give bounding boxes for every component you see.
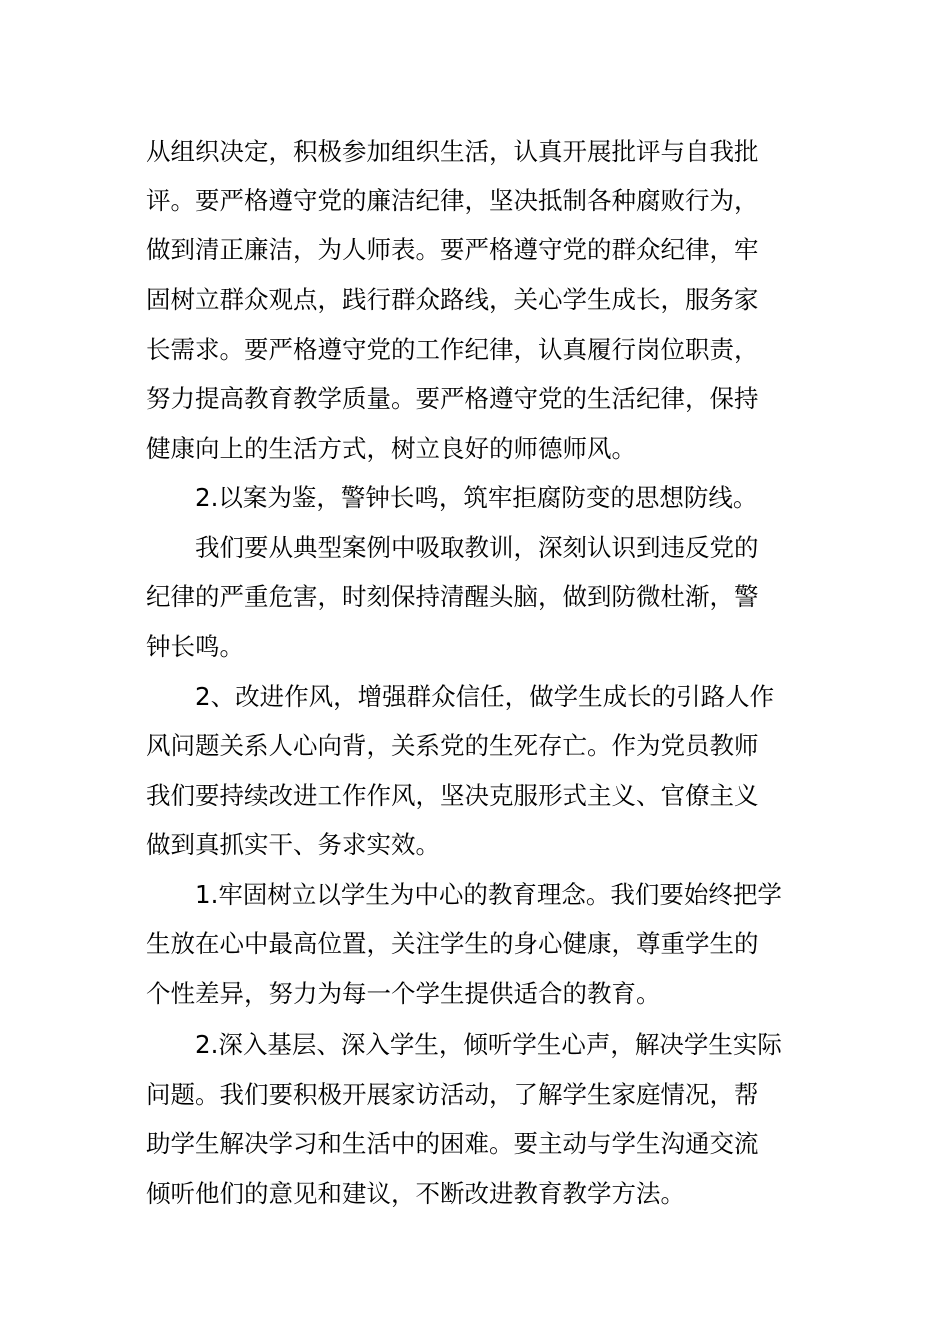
- text-line: 1.牢固树立以学生为中心的教育理念。我们要始终把学: [195, 880, 782, 909]
- text-line: 评。要严格遵守党的廉洁纪律，坚决抵制各种腐败行为，: [146, 186, 759, 215]
- text-line: 问题。我们要积极开展家访活动，了解学生家庭情况，帮: [146, 1080, 759, 1109]
- section-heading: 2、改进作风，增强群众信任，做学生成长的引路人作: [195, 682, 775, 711]
- text-line: 努力提高教育教学质量。要严格遵守党的生活纪律，保持: [146, 384, 759, 413]
- text-line: 风问题关系人心向背，关系党的生死存亡。作为党员教师: [146, 731, 759, 760]
- text-line: 我们要从典型案例中吸取教训，深刻认识到违反党的: [195, 533, 759, 562]
- text-line: 2.深入基层、深入学生，倾听学生心声，解决学生实际: [195, 1030, 782, 1059]
- text-line: 倾听他们的意见和建议，不断改进教育教学方法。: [146, 1179, 685, 1208]
- text-line: 长需求。要严格遵守党的工作纪律，认真履行岗位职责，: [146, 335, 759, 364]
- text-line: 从组织决定，积极参加组织生活，认真开展批评与自我批: [146, 137, 759, 166]
- text-line: 纪律的严重危害，时刻保持清醒头脑，做到防微杜渐，警: [146, 582, 759, 611]
- text-line: 健康向上的生活方式，树立良好的师德师风。: [146, 434, 636, 463]
- text-line: 做到清正廉洁，为人师表。要严格遵守党的群众纪律，牢: [146, 235, 759, 264]
- text-line: 助学生解决学习和生活中的困难。要主动与学生沟通交流: [146, 1129, 759, 1158]
- text-line: 固树立群众观点，践行群众路线，关心学生成长，服务家: [146, 285, 759, 314]
- text-line: 我们要持续改进工作作风，坚决克服形式主义、官僚主义: [146, 781, 759, 810]
- text-line: 钟长鸣。: [146, 632, 244, 661]
- text-line: 个性差异，努力为每一个学生提供适合的教育。: [146, 979, 661, 1008]
- section-heading: 2.以案为鉴，警钟长鸣，筑牢拒腐防变的思想防线。: [195, 483, 758, 512]
- text-line: 生放在心中最高位置，关注学生的身心健康，尊重学生的: [146, 929, 759, 958]
- text-line: 做到真抓实干、务求实效。: [146, 830, 440, 859]
